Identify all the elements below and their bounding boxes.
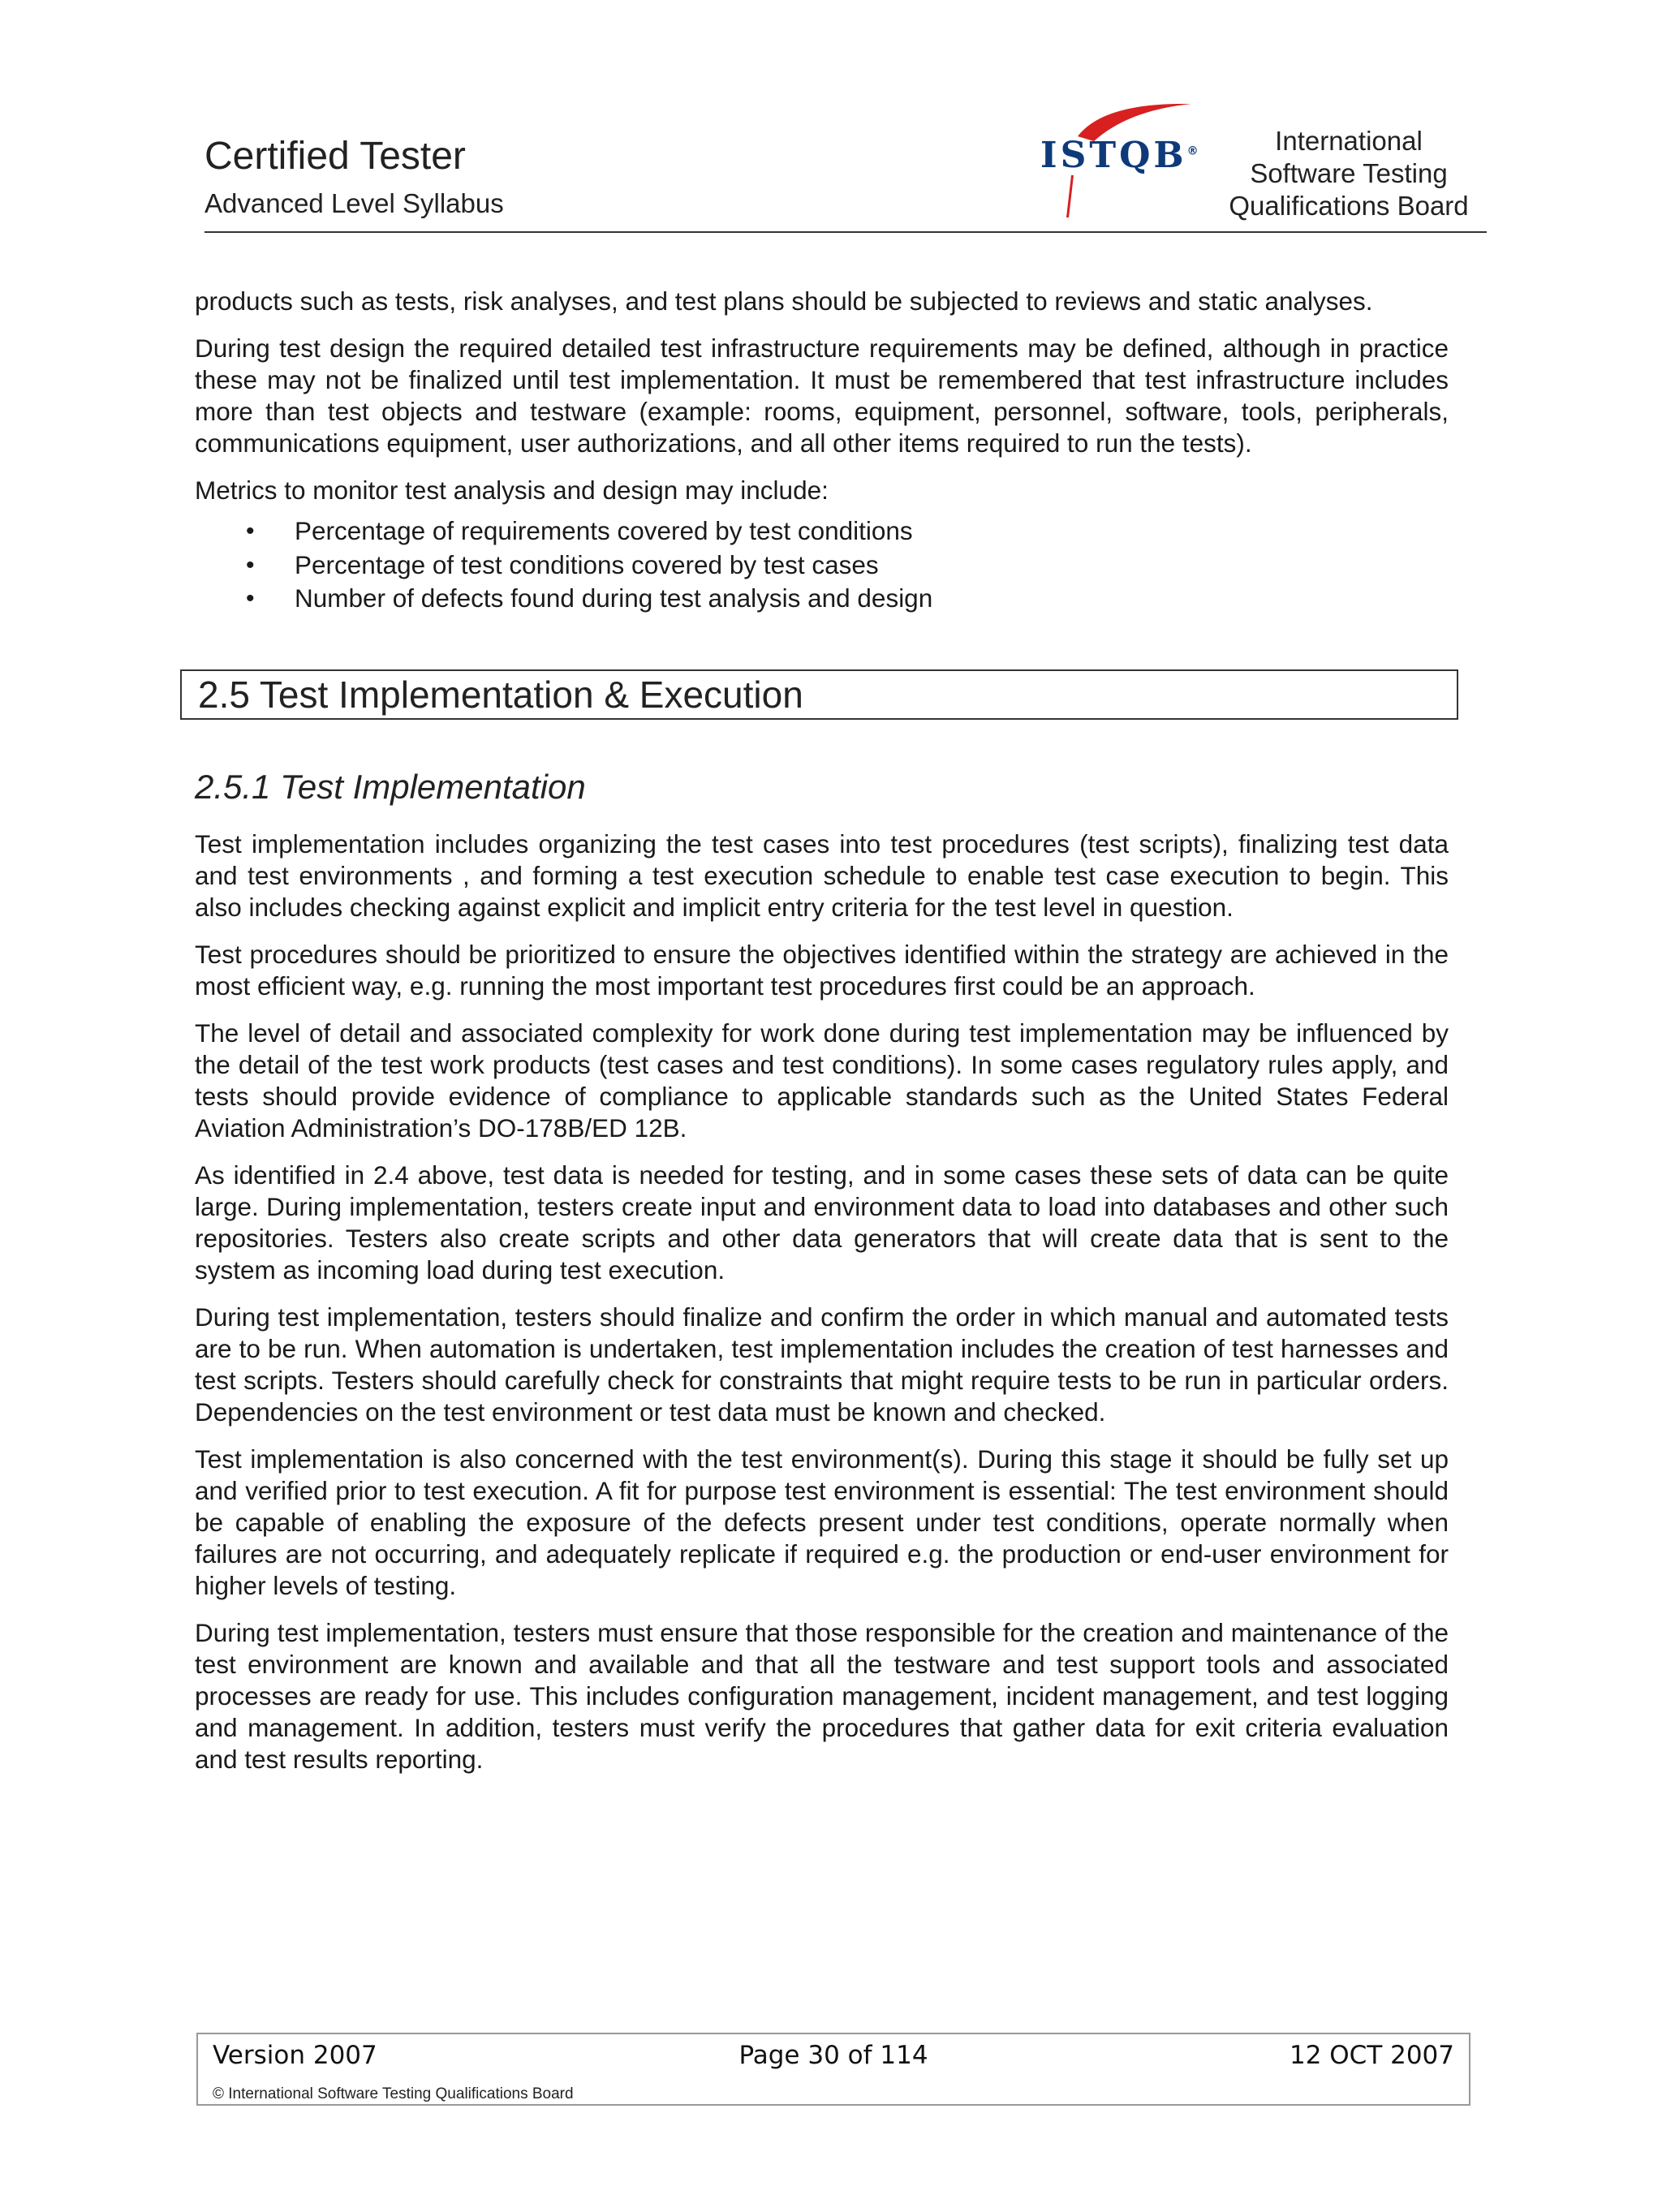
bullet-icon: •	[246, 585, 255, 612]
section-heading: 2.5 Test Implementation & Execution	[180, 669, 1458, 720]
page-header	[205, 122, 1487, 233]
list-item: • Percentage of requirements covered by test conditions	[195, 514, 1449, 549]
bullet-icon: •	[246, 551, 255, 579]
paragraph: The level of detail and associated complexity for work done during test implementation may be influenced by the detail of the test work products (test cases and test conditions). In some cases regulatory rules apply, and tests should provide evidence of compliance to applicable standards such as the United States Federal Aviation Administration’s DO-178B/ED 12B.	[195, 1018, 1449, 1143]
footer-date: 12 OCT 2007	[1289, 2041, 1454, 2070]
subsection-heading: 2.5.1 Test Implementation	[195, 767, 586, 806]
footer-copyright: © International Software Testing Qualifications Board	[213, 2085, 574, 2102]
list-item: • Percentage of test conditions covered by test cases	[195, 549, 1449, 583]
logo-text: ISTQB®	[1040, 135, 1202, 176]
footer-page-number: Page 30 of 114	[738, 2041, 928, 2070]
paragraph: Test implementation includes organizing the test cases into test procedures (test scripts), finalizing test data and test environments , and forming a test execution schedule to enable test case execution to begin. This also includes checking against explicit and implicit entry criteria for the test level in question.	[195, 828, 1449, 922]
organization-name: International Software Testing Qualifications Board	[1229, 126, 1469, 221]
document-subtitle: Advanced Level Syllabus	[205, 188, 504, 218]
paragraph: products such as tests, risk analyses, and test plans should be subjected to reviews and static analyses.	[195, 286, 1373, 316]
list-item: • Number of defects found during test analysis and design	[195, 582, 1449, 616]
paragraph: Metrics to monitor test analysis and design may include:	[195, 476, 829, 505]
paragraph: During test implementation, testers must ensure that those responsible for the creation and maintenance of the test environment are known and available and that all the testware and test support tools and associated processes are ready for use. This includes configuration management, incident management, and test logging and management. In addition, testers must verify the procedures that gather data for exit criteria evaluation and test results reporting.	[195, 1617, 1449, 1774]
paragraph: Test procedures should be prioritized to ensure the objectives identified within the strategy are achieved in the most efficient way, e.g. running the most important test procedures first could be an approach.	[195, 939, 1449, 1001]
metrics-list	[195, 514, 1449, 616]
paragraph: As identified in 2.4 above, test data is needed for testing, and in some cases these sets of data can be quite large. During implementation, testers create input and environment data to load into databases and other such repositories. Testers also create scripts and other data generators that will create data that is sent to the system as incoming load during test execution.	[195, 1160, 1449, 1285]
page-footer	[196, 2033, 1470, 2106]
paragraph: During test design the required detailed test infrastructure requirements may be defined, although in practice these may not be finalized until test implementation. It must be remembered that test infrastructure includes more than test objects and testware (example: rooms, equipment, personnel, software, tools, peripherals, communications equipment, user authorizations, and all other items required to run the tests).	[195, 334, 1449, 458]
paragraph: During test implementation, testers should finalize and confirm the order in which manual and automated tests are to be run. When automation is undertaken, test implementation includes the creation of test harnesses and test scripts. Testers should carefully check for constraints that might require tests to be run in particular orders. Dependencies on the test environment or test data must be known and checked.	[195, 1302, 1449, 1427]
paragraph: Test implementation is also concerned with the test environment(s). During this stage it should be fully set up and verified prior to test execution. A fit for purpose test environment is essential: The test environment should be capable of enabling the exposure of the defects present under test conditions, operate normally when failures are not occurring, and adequately replicate if required e.g. the production or end-user environment for higher levels of testing.	[195, 1444, 1449, 1600]
footer-version: Version 2007	[213, 2041, 377, 2070]
page-content	[195, 286, 1449, 1791]
bullet-icon: •	[246, 518, 255, 544]
istqb-logo	[1031, 104, 1202, 234]
document-title: Certified Tester	[205, 135, 466, 178]
